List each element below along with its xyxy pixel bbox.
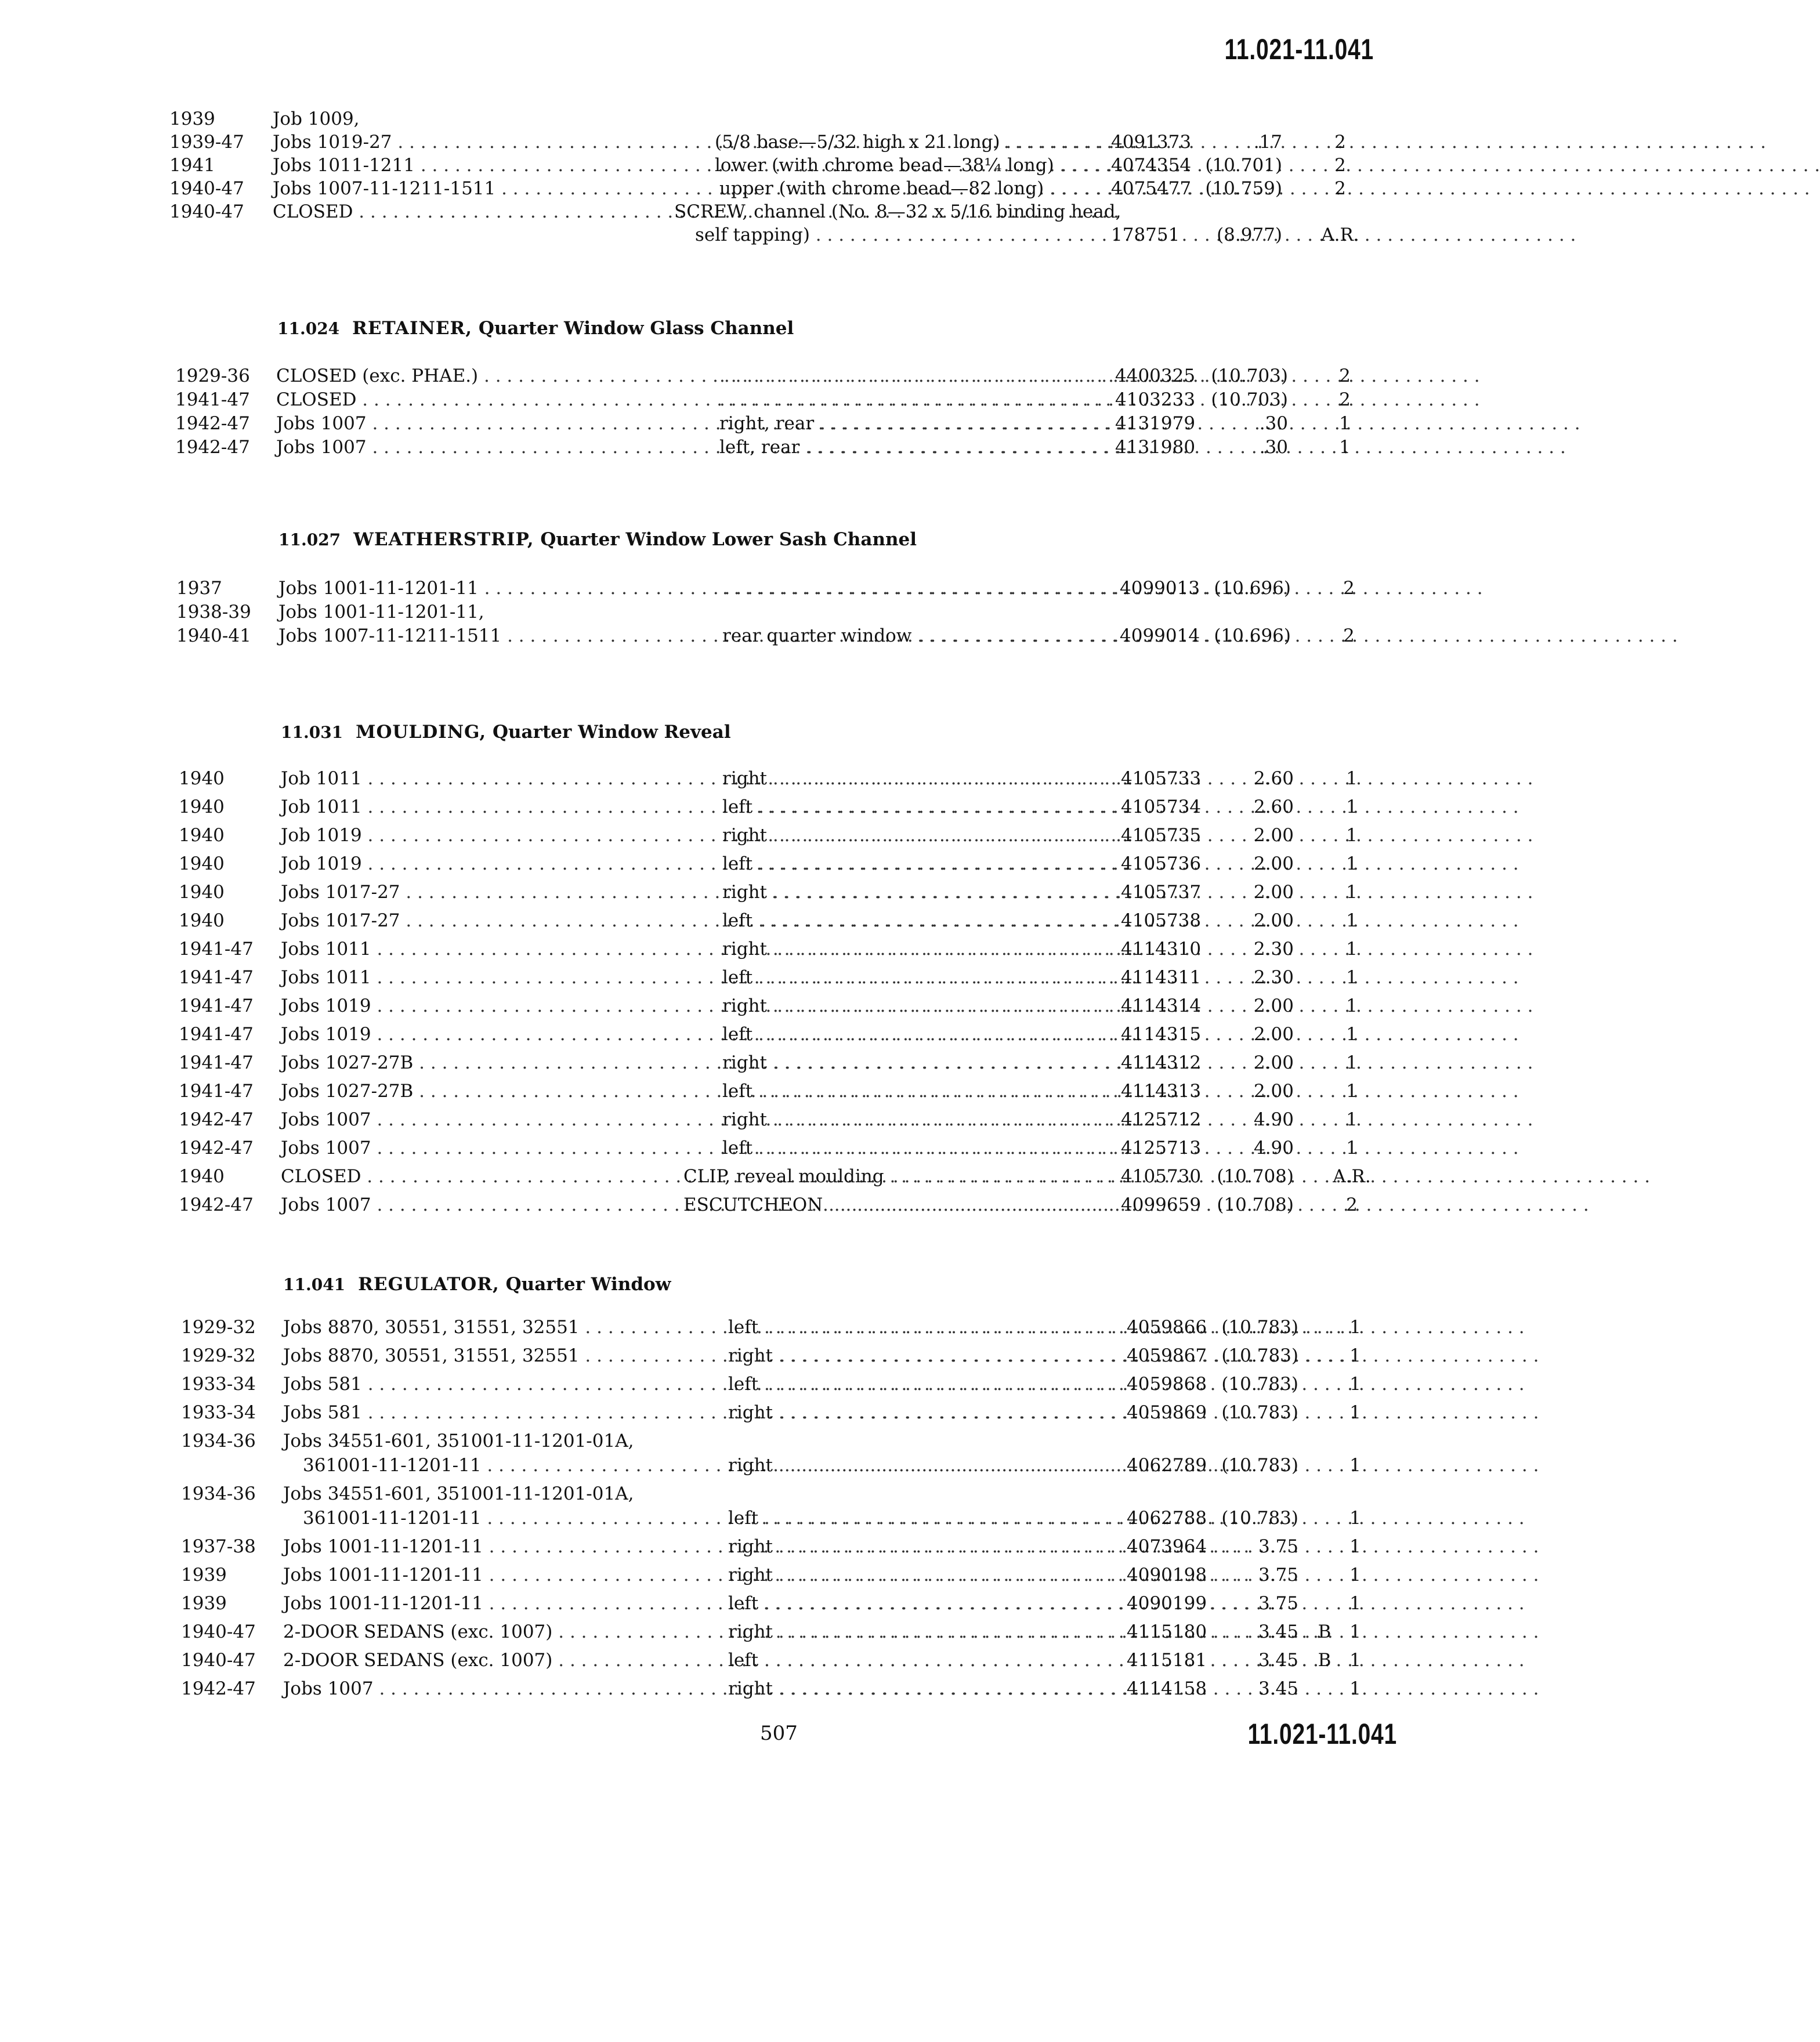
description-cell: right . . . <box>728 1454 1109 1477</box>
table-row <box>0 1482 1467 1505</box>
table-row <box>0 937 1467 961</box>
part-number-cell: 4059869 <box>1127 1402 1207 1423</box>
description-cell: left . . . <box>728 1649 1109 1672</box>
price-cell: 3.45 <box>1258 1650 1298 1671</box>
section-subname: Quarter Window <box>505 1274 671 1295</box>
quantity-cell: 1 <box>1346 768 1358 789</box>
description-cell: left . . . <box>728 1316 1109 1339</box>
application-cell: 361001-11-1201-11 . . . <box>303 1454 681 1477</box>
price-cell: 2.00 <box>1253 1052 1294 1073</box>
year-cell: 1940 <box>179 768 225 789</box>
year-cell: 1941-47 <box>179 1052 254 1073</box>
table-row <box>0 909 1467 932</box>
flag-cell: B <box>1318 1621 1331 1642</box>
application-cell: Jobs 8870, 30551, 31551, 32551 . . . <box>283 1316 661 1339</box>
part-number-cell: 4114158 <box>1127 1678 1207 1699</box>
table-row <box>0 1507 1467 1530</box>
table-row <box>0 1535 1467 1558</box>
part-number-cell: 4114312 <box>1121 1052 1202 1073</box>
description-cell: left, rear . . . <box>719 436 1098 459</box>
price-cell: (10.783) <box>1221 1317 1298 1338</box>
quantity-cell: A.R. <box>1321 225 1359 245</box>
description-cell: right . . . <box>728 1535 1109 1558</box>
part-number-cell: 4062789 <box>1127 1455 1207 1476</box>
application-cell: Jobs 581 . . . <box>283 1373 661 1396</box>
description-cell: self tapping) . . . <box>695 223 1075 247</box>
section-number: 11.024 <box>277 319 340 338</box>
quantity-cell: 1 <box>1349 1317 1361 1338</box>
price-cell: 2.00 <box>1253 1081 1294 1102</box>
application-cell: Jobs 1007 . . . <box>281 1193 660 1216</box>
description-cell: left . . . <box>728 1373 1109 1396</box>
year-cell: 1940-47 <box>181 1650 256 1671</box>
quantity-cell: 1 <box>1349 1593 1361 1614</box>
part-number-cell: 4131980 <box>1115 437 1196 458</box>
year-cell: 1934-36 <box>181 1483 256 1504</box>
table-row <box>0 767 1467 790</box>
part-number-cell: 4062788 <box>1127 1508 1207 1529</box>
table-row <box>0 852 1467 875</box>
description-cell: CLIP, reveal moulding . . . <box>683 1165 1103 1188</box>
table-row <box>0 107 1467 131</box>
price-cell: (10.696) <box>1214 578 1291 599</box>
table-row <box>0 1023 1467 1046</box>
part-number-cell: 4114311 <box>1121 967 1202 988</box>
description-cell: right, rear . . . <box>719 412 1098 435</box>
application-cell: Jobs 1011 . . . <box>281 966 660 989</box>
part-number-cell: 4105736 <box>1121 853 1202 874</box>
part-number-cell: 4115180 <box>1127 1621 1207 1642</box>
table-row <box>0 1080 1467 1103</box>
quantity-cell: 1 <box>1339 413 1351 434</box>
quantity-cell: 1 <box>1346 1138 1358 1158</box>
price-cell: 2.60 <box>1253 768 1294 789</box>
table-row <box>0 412 1467 435</box>
section-subname: Quarter Window Glass Channel <box>478 318 794 339</box>
price-cell: 2.00 <box>1253 1024 1294 1045</box>
section-title <box>277 318 794 339</box>
description-cell: ESCUTCHEON . . . <box>683 1193 1103 1216</box>
description-cell: right . . . <box>728 1344 1109 1367</box>
application-cell: Jobs 1007 . . . <box>281 1136 660 1160</box>
part-number-cell: 4091373 <box>1111 132 1192 153</box>
price-cell: (10.696) <box>1214 625 1291 646</box>
quantity-cell: 2 <box>1339 389 1351 410</box>
application-cell: Jobs 1007 . . . <box>281 1108 660 1131</box>
price-cell: 2.60 <box>1253 796 1294 817</box>
year-cell: 1940 <box>179 825 225 846</box>
application-cell: Jobs 1019-27 . . . <box>273 131 650 154</box>
table-row <box>0 1373 1467 1396</box>
application-cell: Jobs 1001-11-1201-11 . . . <box>283 1535 661 1558</box>
price-cell: 3.75 <box>1258 1565 1298 1585</box>
description-cell: right . . . <box>728 1620 1109 1643</box>
price-cell: 3.45 <box>1258 1621 1298 1642</box>
quantity-cell: 1 <box>1346 882 1358 903</box>
year-cell: 1942-47 <box>179 1138 254 1158</box>
header-range-top: 11.021-11.041 <box>1224 33 1374 66</box>
price-cell: (8.977) <box>1217 225 1282 245</box>
part-number-cell: 4125713 <box>1121 1138 1202 1158</box>
application-cell: Jobs 1001-11-1201-11 . . . <box>283 1563 661 1587</box>
application-cell: Jobs 1007-11-1211-1511 . . . <box>273 177 650 200</box>
price-cell: 2.30 <box>1253 939 1294 960</box>
year-cell: 1940 <box>179 853 225 874</box>
application-cell: Job 1019 . . . <box>281 852 660 875</box>
part-number-cell: 4099659 <box>1121 1194 1202 1215</box>
year-cell: 1939 <box>181 1565 227 1585</box>
description-cell: right . . . <box>728 1563 1109 1587</box>
quantity-cell: 1 <box>1339 437 1351 458</box>
quantity-cell: 1 <box>1346 796 1358 817</box>
price-cell: 3.75 <box>1258 1536 1298 1557</box>
quantity-cell: 1 <box>1349 1345 1361 1366</box>
table-row <box>0 1401 1467 1424</box>
description-cell: right . . . <box>728 1677 1109 1700</box>
section-name: REGULATOR, <box>358 1274 500 1295</box>
price-cell: (10.708) <box>1217 1166 1294 1187</box>
price-cell: (10.701) <box>1205 155 1282 176</box>
table-row <box>0 364 1467 388</box>
year-cell: 1941 <box>169 155 215 176</box>
application-cell: Jobs 1017-27 . . . <box>281 881 660 904</box>
price-cell: (10.708) <box>1217 1194 1294 1215</box>
year-cell: 1934-36 <box>181 1431 256 1451</box>
application-cell: Jobs 8870, 30551, 31551, 32551 . . . <box>283 1344 661 1367</box>
price-cell: 2.00 <box>1253 882 1294 903</box>
part-number-cell: 4105734 <box>1121 796 1202 817</box>
part-number-cell: 4103233 <box>1115 389 1196 410</box>
part-number-cell: 4114310 <box>1121 939 1202 960</box>
price-cell: .17 <box>1253 132 1282 153</box>
application-cell: 2-DOOR SEDANS (exc. 1007) . . . <box>283 1620 661 1643</box>
table-row <box>0 223 1467 247</box>
table-row <box>0 1108 1467 1131</box>
quantity-cell: 2 <box>1346 1194 1358 1215</box>
application-cell: Job 1019 . . . <box>281 824 660 847</box>
price-cell: 4.90 <box>1253 1109 1294 1130</box>
year-cell: 1933-34 <box>181 1374 256 1395</box>
part-number-cell: 4114314 <box>1121 995 1202 1016</box>
quantity-cell: 1 <box>1346 853 1358 874</box>
year-cell: 1940-47 <box>169 178 244 199</box>
table-row <box>0 1193 1467 1216</box>
quantity-cell: 1 <box>1349 1536 1361 1557</box>
description-cell: left . . . <box>722 1023 1103 1046</box>
header-range-bottom: 11.021-11.041 <box>1247 1718 1397 1750</box>
year-cell: 1939-47 <box>169 132 244 153</box>
year-cell: 1929-32 <box>181 1345 256 1366</box>
part-number-cell: 4074354 <box>1111 155 1192 176</box>
section-number: 11.027 <box>278 530 341 549</box>
table-row <box>0 994 1467 1018</box>
year-cell: 1942-47 <box>179 1194 254 1215</box>
description-cell: left . . . <box>728 1507 1109 1530</box>
quantity-cell: 1 <box>1346 995 1358 1016</box>
year-cell: 1939 <box>181 1593 227 1614</box>
part-number-cell: 4099014 <box>1120 625 1200 646</box>
section-title <box>283 1274 671 1295</box>
price-cell: (10.783) <box>1221 1508 1298 1529</box>
quantity-cell: 2 <box>1334 178 1346 199</box>
price-cell: (10.703) <box>1211 365 1288 386</box>
table-row <box>0 1429 1467 1453</box>
year-cell: 1941-47 <box>179 1024 254 1045</box>
quantity-cell: 1 <box>1349 1508 1361 1529</box>
price-cell: (10.783) <box>1221 1374 1298 1395</box>
application-cell: Jobs 1017-27 . . . <box>281 909 660 932</box>
application-cell: 2-DOOR SEDANS (exc. 1007) . . . <box>283 1649 661 1672</box>
table-row <box>0 1677 1467 1700</box>
quantity-cell: 2 <box>1343 625 1355 646</box>
description-cell: left . . . <box>722 1136 1103 1160</box>
description-cell: right . . . <box>722 881 1103 904</box>
year-cell: 1940-47 <box>181 1621 256 1642</box>
quantity-cell: 1 <box>1346 1024 1358 1045</box>
description-cell: right . . . <box>722 1108 1103 1131</box>
application-cell: CLOSED (exc. PHAE.) . . . <box>276 364 656 388</box>
price-cell: .30 <box>1259 437 1288 458</box>
quantity-cell: 2 <box>1343 578 1355 599</box>
price-cell: (10.783) <box>1221 1345 1298 1366</box>
part-number-cell: 4090198 <box>1127 1565 1207 1585</box>
year-cell: 1940-47 <box>169 201 244 222</box>
year-cell: 1937-38 <box>181 1536 256 1557</box>
quantity-cell: 2 <box>1339 365 1351 386</box>
application-cell: Jobs 1007 . . . <box>283 1677 661 1700</box>
application-cell: Job 1011 . . . <box>281 795 660 819</box>
table-row <box>0 436 1467 459</box>
table-row <box>0 388 1467 411</box>
quantity-cell: 1 <box>1349 1455 1361 1476</box>
application-cell: Jobs 1007-11-1211-1511 . . . <box>278 624 656 647</box>
description-cell: right . . . <box>722 994 1103 1018</box>
description-cell: right . . . <box>722 937 1103 961</box>
table-row <box>0 966 1467 989</box>
quantity-cell: 1 <box>1349 1402 1361 1423</box>
description-cell: right . . . <box>722 767 1103 790</box>
year-cell: 1942-47 <box>175 437 250 458</box>
application-cell: 361001-11-1201-11 . . . <box>303 1507 681 1530</box>
part-number-cell: 4125712 <box>1121 1109 1202 1130</box>
year-cell: 1941-47 <box>179 939 254 960</box>
price-cell: 3.45 <box>1258 1678 1298 1699</box>
quantity-cell: 1 <box>1346 1081 1358 1102</box>
table-row <box>0 177 1467 200</box>
price-cell: (10.759) <box>1205 178 1282 199</box>
application-cell: Jobs 1027-27B . . . <box>281 1080 660 1103</box>
quantity-cell: 1 <box>1349 1678 1361 1699</box>
description-cell: left . . . <box>722 966 1103 989</box>
part-number-cell: 4059866 <box>1127 1317 1207 1338</box>
table-row <box>0 154 1467 177</box>
part-number-cell: 4400325 <box>1115 365 1196 386</box>
price-cell: 2.00 <box>1253 995 1294 1016</box>
application-cell: Jobs 581 . . . <box>283 1401 661 1424</box>
part-number-cell: 4105737 <box>1121 882 1202 903</box>
description-cell: right . . . <box>722 824 1103 847</box>
table-row <box>0 1620 1467 1643</box>
year-cell: 1940 <box>179 882 225 903</box>
quantity-cell: 1 <box>1349 1374 1361 1395</box>
description-cell: SCREW, channel (No. 8—32 x 5/16 binding head, <box>674 201 1121 222</box>
section-title <box>281 722 731 743</box>
table-row <box>0 600 1467 624</box>
section-name: RETAINER, <box>352 318 473 339</box>
year-cell: 1929-32 <box>181 1317 256 1338</box>
table-row <box>0 795 1467 819</box>
table-row <box>0 1563 1467 1587</box>
table-row <box>0 577 1467 600</box>
quantity-cell: 1 <box>1346 967 1358 988</box>
table-row <box>0 624 1467 647</box>
section-name: MOULDING, <box>356 722 487 743</box>
year-cell: 1942-47 <box>175 413 250 434</box>
year-cell: 1940 <box>179 1166 225 1187</box>
part-number-cell: 4131979 <box>1115 413 1196 434</box>
section-subname: Quarter Window Reveal <box>493 722 731 743</box>
part-number-cell: 4090199 <box>1127 1593 1207 1614</box>
table-row <box>0 1136 1467 1160</box>
part-number-cell: 178751 <box>1111 225 1180 245</box>
year-cell: 1940 <box>179 796 225 817</box>
section-number: 11.031 <box>281 723 343 742</box>
part-number-cell: 4059868 <box>1127 1374 1207 1395</box>
price-cell: 2.00 <box>1253 853 1294 874</box>
quantity-cell: 2 <box>1334 132 1346 153</box>
description-cell: left . . . <box>722 1080 1103 1103</box>
year-cell: 1938-39 <box>176 602 251 622</box>
description-cell: right . . . <box>722 1051 1103 1074</box>
year-cell: 1942-47 <box>179 1109 254 1130</box>
year-cell: 1941-47 <box>179 1081 254 1102</box>
description-cell <box>719 364 1098 388</box>
part-number-cell: 4073964 <box>1127 1536 1207 1557</box>
application-cell: CLOSED . . . <box>281 1165 660 1188</box>
description-cell: left . . . <box>722 795 1103 819</box>
quantity-cell: A.R. <box>1333 1166 1371 1187</box>
quantity-cell: 1 <box>1346 910 1358 931</box>
part-number-cell: 4105730 <box>1121 1166 1202 1187</box>
part-number-cell: 4105735 <box>1121 825 1202 846</box>
quantity-cell: 1 <box>1346 1052 1358 1073</box>
application-cell: Jobs 1001-11-1201-11 . . . <box>278 577 656 600</box>
application-cell: Jobs 34551-601, 351001-11-1201-01A, <box>283 1431 634 1451</box>
year-cell: 1941-47 <box>179 967 254 988</box>
application-cell: Jobs 34551-601, 351001-11-1201-01A, <box>283 1483 634 1504</box>
price-cell: 2.30 <box>1253 967 1294 988</box>
price-cell: .30 <box>1259 413 1288 434</box>
table-row <box>0 1165 1467 1188</box>
year-cell: 1939 <box>169 108 215 129</box>
year-cell: 1941-47 <box>175 389 250 410</box>
section-title <box>278 529 917 550</box>
table-row <box>0 1051 1467 1074</box>
description-cell: upper (with chrome bead—82 long) . . . <box>719 177 1099 200</box>
quantity-cell: 1 <box>1349 1621 1361 1642</box>
part-number-cell: 4105733 <box>1121 768 1202 789</box>
description-cell: left . . . <box>722 909 1103 932</box>
year-cell: 1940 <box>179 910 225 931</box>
price-cell: 4.90 <box>1253 1138 1294 1158</box>
quantity-cell: 1 <box>1346 1109 1358 1130</box>
quantity-cell: 2 <box>1334 155 1346 176</box>
table-row <box>0 1344 1467 1367</box>
flag-cell: B <box>1318 1650 1331 1671</box>
part-number-cell: 4059867 <box>1127 1345 1207 1366</box>
application-cell: Jobs 1001-11-1201-11 . . . <box>283 1592 661 1615</box>
application-cell: Jobs 1027-27B . . . <box>281 1051 660 1074</box>
application-cell: Jobs 1001-11-1201-11, <box>278 602 484 622</box>
table-row <box>0 881 1467 904</box>
application-cell: Jobs 1007 . . . <box>276 436 656 459</box>
description-cell: (5/8 base—5/32 high x 21 long) . . . <box>715 131 1095 154</box>
application-cell: Jobs 1019 . . . <box>281 994 660 1018</box>
application-cell: Jobs 1019 . . . <box>281 1023 660 1046</box>
table-row <box>0 131 1467 154</box>
year-cell: 1940-41 <box>176 625 251 646</box>
year-cell: 1933-34 <box>181 1402 256 1423</box>
table-row <box>0 824 1467 847</box>
description-cell: rear quarter window . . . <box>722 624 1102 647</box>
application-cell: Job 1009, <box>273 108 360 129</box>
part-number-cell: 4114313 <box>1121 1081 1202 1102</box>
table-row <box>0 1454 1467 1477</box>
quantity-cell: 1 <box>1346 825 1358 846</box>
section-number: 11.041 <box>283 1275 346 1294</box>
price-cell: 2.00 <box>1253 825 1294 846</box>
application-cell: Jobs 1007 . . . <box>276 412 656 435</box>
application-cell: Jobs 1011-1211 . . . <box>273 154 650 177</box>
application-cell: CLOSED . . . <box>273 200 650 223</box>
year-cell: 1941-47 <box>179 995 254 1016</box>
price-cell: (10.703) <box>1211 389 1288 410</box>
application-cell: Job 1011 . . . <box>281 767 660 790</box>
section-name: WEATHERSTRIP, <box>353 529 534 550</box>
quantity-cell: 1 <box>1349 1650 1361 1671</box>
description-cell: left . . . <box>722 852 1103 875</box>
part-number-cell: 4114315 <box>1121 1024 1202 1045</box>
price-cell: 2.00 <box>1253 910 1294 931</box>
table-row <box>0 1592 1467 1615</box>
description-cell: right . . . <box>728 1401 1109 1424</box>
application-cell: CLOSED . . . <box>276 388 656 411</box>
table-row <box>0 1649 1467 1672</box>
part-number-cell: 4075477 <box>1111 178 1192 199</box>
price-cell: (10.783) <box>1221 1455 1298 1476</box>
description-cell <box>719 388 1098 411</box>
page-number: 507 <box>760 1722 798 1745</box>
year-cell: 1942-47 <box>181 1678 256 1699</box>
application-cell: Jobs 1011 . . . <box>281 937 660 961</box>
quantity-cell: 1 <box>1349 1565 1361 1585</box>
table-row <box>0 1316 1467 1339</box>
price-cell: (10.783) <box>1221 1402 1298 1423</box>
part-number-cell: 4099013 <box>1120 578 1200 599</box>
year-cell: 1929-36 <box>175 365 250 386</box>
year-cell: 1937 <box>176 578 222 599</box>
section-subname: Quarter Window Lower Sash Channel <box>540 529 917 550</box>
part-number-cell: 4105738 <box>1121 910 1202 931</box>
description-cell <box>722 577 1102 600</box>
description-cell: lower (with chrome bead—38¼ long) . . . <box>715 154 1095 177</box>
quantity-cell: 1 <box>1346 939 1358 960</box>
table-row <box>0 200 1467 223</box>
description-cell: left . . . <box>728 1592 1109 1615</box>
price-cell: 3.75 <box>1258 1593 1298 1614</box>
part-number-cell: 4115181 <box>1127 1650 1207 1671</box>
